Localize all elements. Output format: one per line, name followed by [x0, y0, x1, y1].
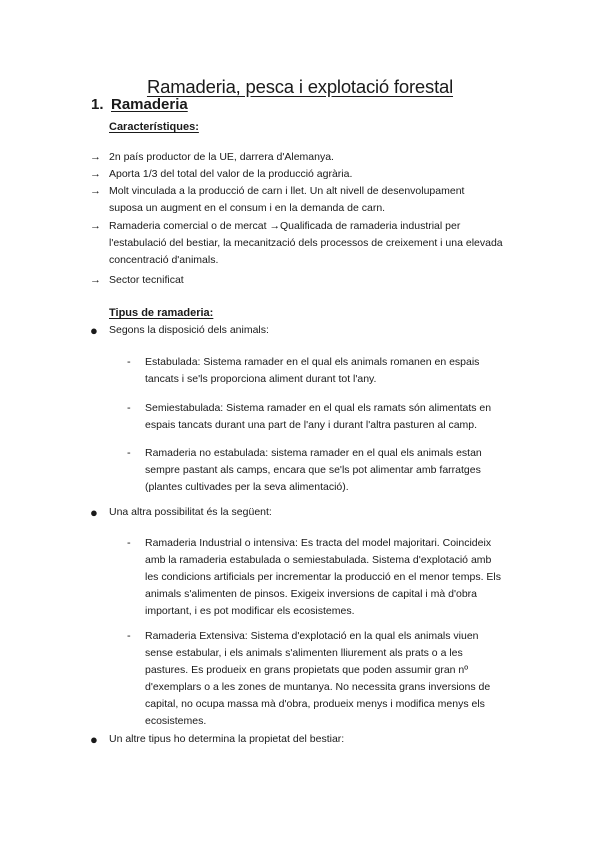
dash-icon: -	[127, 630, 131, 642]
list-item	[109, 272, 184, 289]
dash-icon: -	[127, 402, 131, 414]
dash-icon: -	[127, 447, 131, 459]
text-line: Sector tecnificat	[109, 274, 184, 286]
bullet-icon: ●	[90, 505, 98, 520]
text-line: Semiestabulada: Sistema ramader en el qual els ramats són alimentats en	[145, 402, 492, 414]
text-line: Un altre tipus ho determina la propietat del bestiar:	[109, 733, 345, 745]
text-line: 2n país productor de la UE, darrera d'Alemanya.	[109, 151, 334, 163]
arrow-icon: →	[90, 185, 101, 197]
text-line: (plantes cultivades per la seva alimentació).	[145, 481, 349, 493]
list-item	[109, 183, 464, 217]
text-line: sense estabular, i els animals s'alimenten lliurement als prats o a les	[145, 647, 463, 659]
text-line: ecosistemes.	[145, 715, 207, 727]
text-line: Ramaderia Extensiva: Sistema d'explotació en la qual els animals viuen	[145, 630, 479, 642]
types-heading: Tipus de ramaderia:	[109, 307, 214, 319]
section-title: Ramaderia	[111, 96, 188, 113]
text-line: Una altra possibilitat és la següent:	[109, 506, 272, 518]
text-line: Ramaderia Industrial o intensiva: Es tracta del model majoritari. Coincideix	[145, 537, 492, 549]
text-line: Estabulada: Sistema ramader en el qual els animals romanen en espais	[145, 356, 480, 368]
characteristics-heading: Característiques:	[109, 121, 199, 133]
list-item	[109, 731, 344, 748]
text-line: d'exemplars o a les zones de muntanya. No necessita grans inversions de	[145, 681, 491, 693]
list-item	[109, 149, 334, 166]
list-item	[109, 166, 352, 183]
list-item	[109, 218, 503, 269]
sub-list-item	[145, 535, 501, 620]
arrow-icon: →	[90, 274, 101, 286]
dash-icon: -	[127, 356, 131, 368]
text-line: concentració d'animals.	[109, 254, 219, 266]
text-line: animals s'alimenten de pinsos. Exigeix inversions de capital i mà d'obra	[145, 588, 478, 600]
bullet-icon: ●	[90, 323, 98, 338]
sub-list-item	[145, 445, 482, 496]
text-line: les condicions artificials per incrementar la producció en el menor temps. Els	[145, 571, 501, 583]
list-item	[109, 322, 269, 339]
text-line: sempre pastant als camps, encara que se'ls pot alimentar amb farratges	[145, 464, 481, 476]
bullet-icon: ●	[90, 732, 98, 747]
text-line: l'estabulació del bestiar, la mecanització dels processos de creixement i una elevada	[109, 237, 503, 249]
sub-list-item	[145, 400, 491, 434]
text-line: tancats i se'ls proporciona aliment durant tot l'any.	[145, 373, 377, 385]
text-line: Molt vinculada a la producció de carn i llet. Un alt nivell de desenvolupament	[109, 185, 465, 197]
arrow-icon: →	[90, 151, 101, 163]
text-line: capital, no ocupa massa mà d'obra, produeix menys i modifica menys els	[145, 698, 485, 710]
text-line: Ramaderia comercial o de mercat →Qualificada de ramaderia industrial per	[109, 220, 461, 232]
text-line: important, i es pot modificar els ecosistemes.	[145, 605, 355, 617]
arrow-icon: →	[90, 168, 101, 180]
section-number: 1.	[91, 96, 104, 113]
text-line: Ramaderia no estabulada: sistema ramader en el qual els animals estan	[145, 447, 482, 459]
document-title: Ramaderia, pesca i explotació forestal	[146, 76, 454, 97]
text-line: pastures. Es produeix en grans propietats que poden assumir gran nº	[145, 664, 469, 676]
text-line: Aporta 1/3 del total del valor de la producció agrària.	[109, 168, 353, 180]
section-heading	[91, 96, 188, 113]
sub-list-item	[145, 628, 490, 730]
text-line: espais tancats durant una part de l'any i durant l'altra pasturen al camp.	[145, 419, 478, 431]
text-line: Segons la disposició dels animals:	[109, 324, 269, 336]
sub-list-item	[145, 354, 479, 388]
list-item	[109, 504, 272, 521]
dash-icon: -	[127, 537, 131, 549]
arrow-icon: →	[90, 220, 101, 232]
text-line: amb la ramaderia estabulada o semiestabulada. Sistema d'explotació amb	[145, 554, 492, 566]
text-line: suposa un augment en el consum i en la demanda de carn.	[109, 202, 386, 214]
